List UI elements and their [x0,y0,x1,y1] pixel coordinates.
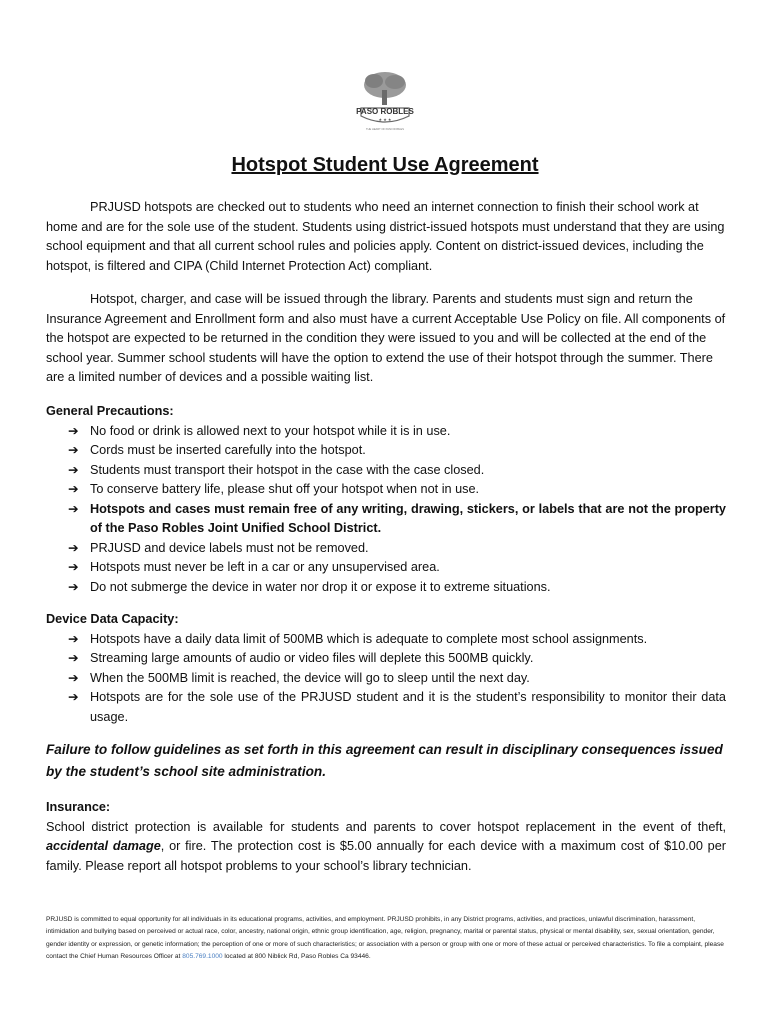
insurance-emphasis: accidental damage [46,839,161,853]
issue-section [46,290,726,388]
right-arrow-icon: ➔ [68,670,79,685]
warning-section [46,739,726,783]
list-item: ➔ Hotspots must never be left in a car or any unsupervised area. [46,558,726,578]
nondiscrimination-footer: PRJUSD is committed to equal opportunity for all individuals in its educational programs, activities, and employment. PRJUSD prohibits, in any District programs, activities, and practices, unlawful discrimination, harassment, intimidation and bullying based on perceived or actual race, color, ancestry, national origin, ethnic group identification, age, religion, pregnancy, marital or parental status, physical or mental disability, sex, sexual orientation, gender, gender identity or expression, or genetic information; the perception of one or more of such characteristics; or association with a person or group with one or more of these actual or perceived characteristics. To file a complaint, please contact the Chief Human Resources Officer at 805.769.1000 located at 800 Niblick Rd, Paso Robles Ca 93446. [46,916,724,961]
list-item: ➔ Hotspots and cases must remain free of any writing, drawing, stickers, or labels that are not the property of the Paso Robles Joint Unified School District. [68,501,726,535]
list-item: ➔ To conserve battery life, please shut off your hotspot when not in use. [46,480,726,500]
right-arrow-icon: ➔ [68,690,79,704]
precautions-heading: General Precautions: [46,404,174,418]
insurance-section [46,798,726,876]
list-item: ➔ Hotspots are for the sole use of the PRJUSD student and it is the student’s responsibility to monitor their data usage. [68,690,726,724]
list-item: ➔ Hotspots have a daily data limit of 500MB which is adequate to complete most school assignments. [46,630,726,650]
issue-paragraph: Hotspot, charger, and case will be issued through the library. Parents and students must sign and return the Insurance Agreement and Enrollment form and also must have a current Acceptable Use Policy on file. All components of the hotspot are expected to be returned in the condition they were issued to you and will be collected at the end of the school year. Summer school students will have the option to extend the use of their hotspot through the summer. There are a limited number of devices and a possible waiting list. [46,292,726,384]
intro-paragraph: PRJUSD hotspots are checked out to students who need an internet connection to finish their school work at home and are for the sole use of the student. Students using district-issued hotspots must understand that they are using school equipment and that all current school rules and policies apply. Content on district-issued devices, including the hotspot, is filtered and CIPA (Child Internet Protection Act) compliant. [46,200,725,273]
capacity-section [46,610,726,727]
capacity-list [46,630,726,728]
intro-section [46,198,726,276]
right-arrow-icon: ➔ [68,651,79,665]
list-item: ➔ Do not submerge the device in water nor drop it or expose it to extreme situations. [46,578,726,598]
insurance-heading: Insurance: [46,800,111,814]
list-item: ➔ Streaming large amounts of audio or video files will deplete this 500MB quickly. [46,649,726,669]
list-item: ➔ No food or drink is allowed next to your hotspot while it is in use. [46,422,726,442]
precautions-section [46,402,726,597]
right-arrow-icon: ➔ [68,462,79,477]
right-arrow-icon: ➔ [68,482,79,496]
list-item: ➔ Cords must be inserted carefully into the hotspot. [46,441,726,461]
list-item: ➔ When the 500MB limit is reached, the device will go to sleep until the next day. [46,669,726,689]
capacity-heading: Device Data Capacity: [46,612,179,626]
page-title: Hotspot Student Use Agreement [231,154,539,176]
svg-text:★ ★ ★: ★ ★ ★ [378,117,392,122]
list-item: ➔ PRJUSD and device labels must not be removed. [46,539,726,559]
district-logo [352,70,418,136]
right-arrow-icon: ➔ [68,631,79,646]
precautions-list [46,422,726,598]
right-arrow-icon: ➔ [68,501,79,516]
right-arrow-icon: ➔ [68,579,79,594]
right-arrow-icon: ➔ [68,423,79,438]
right-arrow-icon: ➔ [68,560,79,574]
right-arrow-icon: ➔ [68,443,79,457]
logo-tagline: THE HEART OF PASO ROBLES [366,128,404,131]
insurance-paragraph: School district protection is available for students and parents to cover hotspot replacement in the event of theft, accidental damage, or fire. The protection cost is $5.00 annually for each device with a maximum cost of $10.00 per family. Please report all hotspot problems to your school’s library technician. [46,819,726,873]
list-item: ➔ Students must transport their hotspot in the case with the case closed. [46,461,726,481]
right-arrow-icon: ➔ [68,540,79,555]
warning-text: Failure to follow guidelines as set forth in this agreement can result in disciplinary consequences issued by the student’s school site administration. [46,742,723,779]
hr-phone-link[interactable]: 805.769.1000 [182,953,223,961]
logo-name: PASO ROBLES [356,107,414,116]
